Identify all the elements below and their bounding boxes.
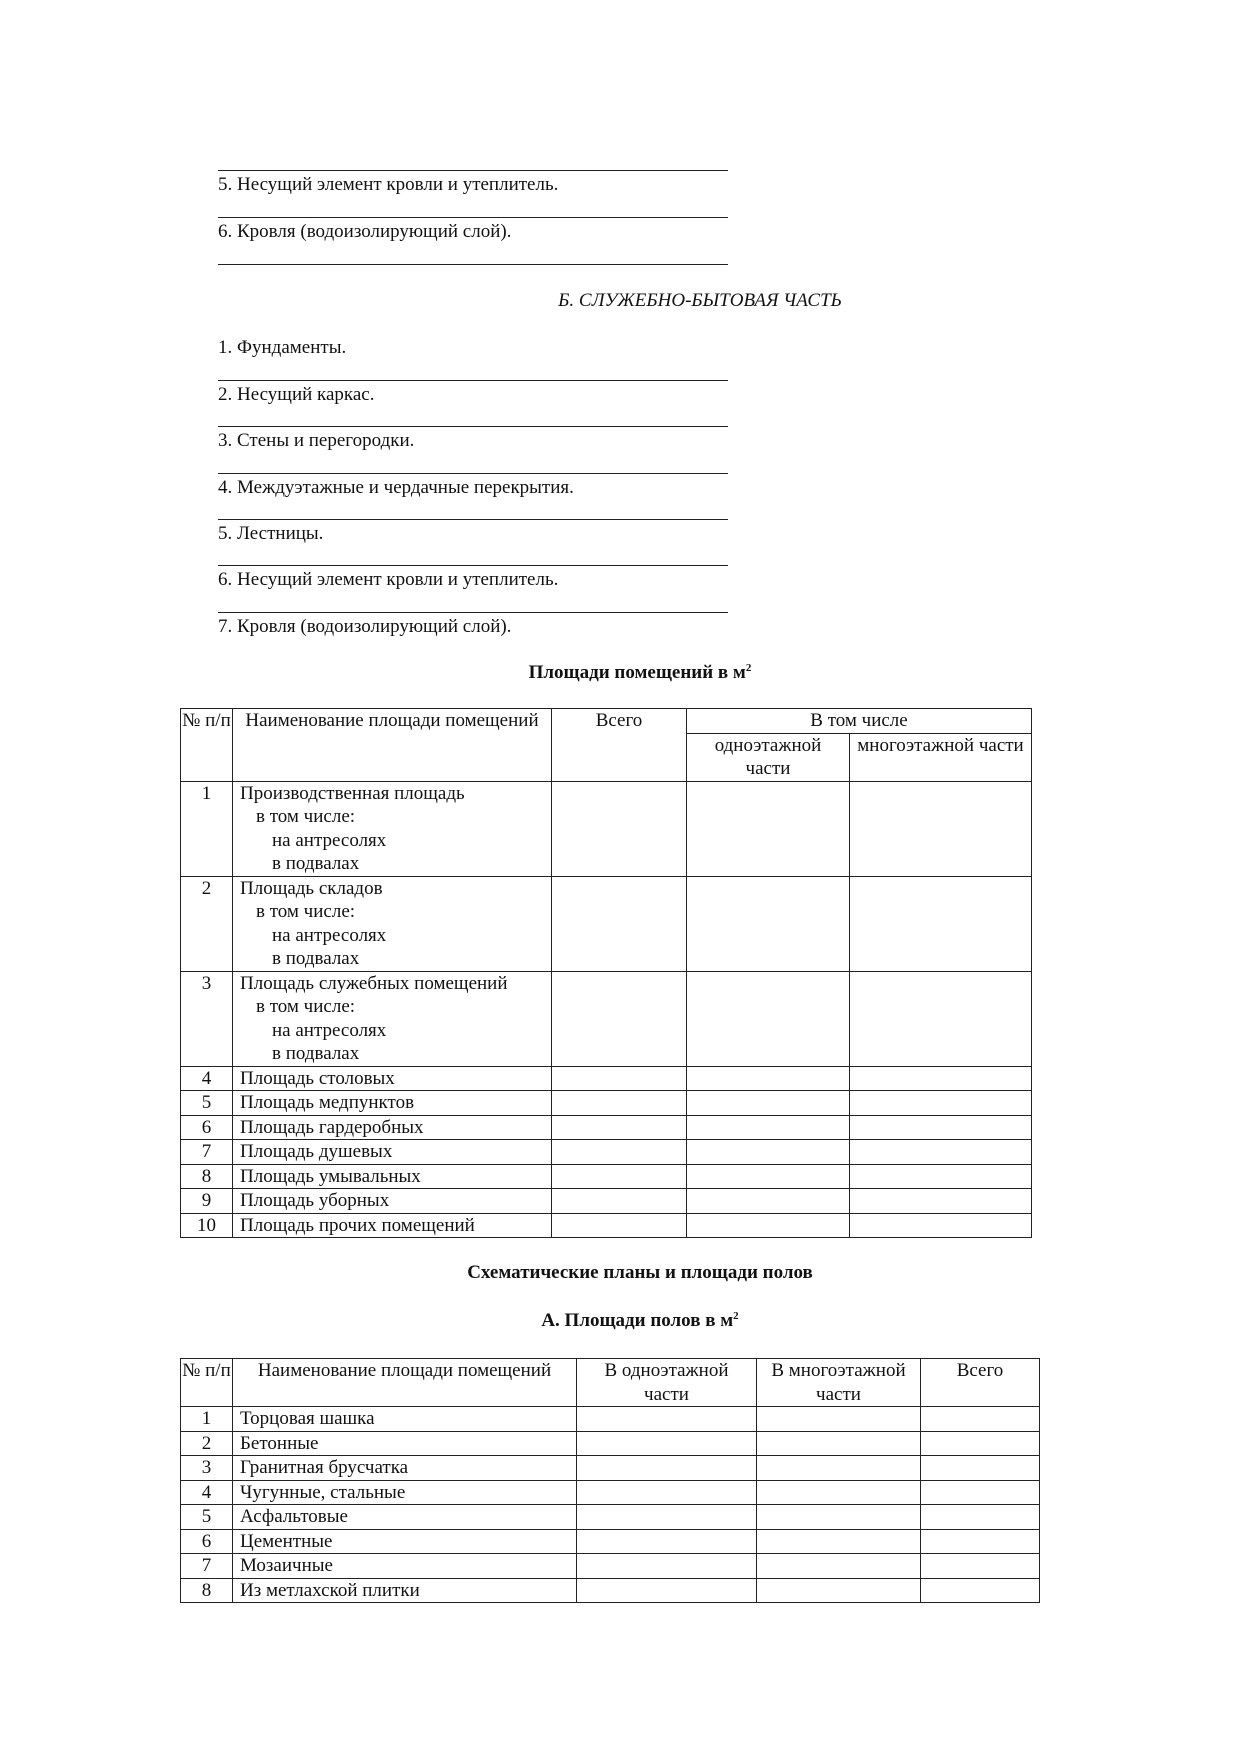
fill-line <box>218 612 728 613</box>
table-row <box>181 1431 1040 1456</box>
row-sub: на антресолях <box>272 829 387 851</box>
cell-empty <box>757 1505 921 1530</box>
table-row <box>181 1164 1032 1189</box>
fill-line <box>218 473 728 474</box>
cell-empty <box>757 1480 921 1505</box>
fill-line <box>218 519 728 520</box>
row-name: Гранитная брусчатка <box>233 1456 577 1481</box>
floors-title-text: А. Площади полов в м <box>541 1310 734 1331</box>
cell-empty <box>577 1431 757 1456</box>
table-row <box>181 876 1032 971</box>
cell-empty <box>687 1189 850 1214</box>
section-b-title: Б. СЛУЖЕБНО-БЫТОВАЯ ЧАСТЬ <box>558 290 842 311</box>
row-num: 5 <box>181 1091 233 1116</box>
row-num: 8 <box>181 1164 233 1189</box>
row-name: Асфальтовые <box>233 1505 577 1530</box>
row-num: 1 <box>181 1407 233 1432</box>
cell-empty <box>921 1578 1040 1603</box>
floors-title-sup: 2 <box>733 1310 739 1322</box>
row-name: Чугунные, стальные <box>233 1480 577 1505</box>
cell-empty <box>687 1164 850 1189</box>
cell-empty <box>850 1213 1032 1238</box>
fill-line <box>218 170 728 171</box>
row-name: Из метлахской плитки <box>233 1578 577 1603</box>
cell-empty <box>552 1115 687 1140</box>
cell-empty <box>687 781 850 876</box>
cell-empty <box>552 781 687 876</box>
cell-empty <box>552 1091 687 1116</box>
row-title: Производственная площадь <box>240 782 465 804</box>
header-single: одноэтажной части <box>687 733 850 781</box>
row-name: Площадь уборных <box>233 1189 552 1214</box>
row-sub: на антресолях <box>272 924 387 946</box>
cell-empty <box>552 971 687 1066</box>
fill-line <box>218 380 728 381</box>
cell-empty <box>921 1529 1040 1554</box>
row-sub: в том числе: <box>256 901 356 922</box>
cell-empty <box>552 1189 687 1214</box>
cell-empty <box>577 1554 757 1579</box>
table-row <box>181 1578 1040 1603</box>
row-num: 8 <box>181 1578 233 1603</box>
row-num: 2 <box>181 876 233 971</box>
row-name <box>233 876 552 971</box>
table-row <box>181 1456 1040 1481</box>
row-name: Площадь умывальных <box>233 1164 552 1189</box>
cell-empty <box>687 1066 850 1091</box>
areas-title-sup: 2 <box>745 662 752 674</box>
areas-table-title <box>0 662 1240 684</box>
table-row <box>181 1529 1040 1554</box>
cell-empty <box>921 1456 1040 1481</box>
header-multi: В многоэтажной части <box>757 1359 921 1407</box>
cell-empty <box>921 1431 1040 1456</box>
header-num: № п/п <box>181 709 233 782</box>
table-row <box>181 1140 1032 1165</box>
list-item: 7. Кровля (водоизолирующий слой). <box>218 616 512 637</box>
cell-empty <box>552 876 687 971</box>
row-name: Цементные <box>233 1529 577 1554</box>
cell-empty <box>850 1140 1032 1165</box>
cell-empty <box>577 1407 757 1432</box>
cell-empty <box>552 1140 687 1165</box>
cell-empty <box>757 1529 921 1554</box>
cell-empty <box>850 1115 1032 1140</box>
cell-empty <box>757 1431 921 1456</box>
header-num: № п/п <box>181 1359 233 1407</box>
row-num: 3 <box>181 1456 233 1481</box>
row-name: Бетонные <box>233 1431 577 1456</box>
row-num: 7 <box>181 1140 233 1165</box>
cell-empty <box>577 1505 757 1530</box>
list-item: 2. Несущий каркас. <box>218 384 375 405</box>
row-num: 7 <box>181 1554 233 1579</box>
table-row <box>181 971 1032 1066</box>
row-sub: в подвалах <box>272 948 360 969</box>
list-item: 4. Междуэтажные и чердачные перекрытия. <box>218 477 574 498</box>
row-sub: на антресолях <box>272 1019 387 1041</box>
table-row <box>181 1066 1032 1091</box>
header-name: Наименование площади помещений <box>233 709 552 782</box>
row-num: 5 <box>181 1505 233 1530</box>
header-name: Наименование площади помещений <box>233 1359 577 1407</box>
cell-empty <box>552 1066 687 1091</box>
table-row <box>181 1115 1032 1140</box>
header-multi: многоэтажной части <box>850 733 1032 781</box>
cell-empty <box>687 1091 850 1116</box>
cell-empty <box>577 1480 757 1505</box>
row-title: Площадь складов <box>240 877 383 899</box>
row-sub: в том числе: <box>256 996 356 1017</box>
table-row <box>181 1407 1040 1432</box>
cell-empty <box>921 1480 1040 1505</box>
areas-title-text: Площади помещений в м <box>528 662 746 683</box>
cell-empty <box>850 1091 1032 1116</box>
row-num: 4 <box>181 1066 233 1091</box>
cell-empty <box>921 1505 1040 1530</box>
cell-empty <box>850 1066 1032 1091</box>
cell-empty <box>850 971 1032 1066</box>
list-item: 6. Кровля (водоизолирующий слой). <box>218 221 512 242</box>
row-num: 9 <box>181 1189 233 1214</box>
header-single: В одноэтажной части <box>577 1359 757 1407</box>
fill-line <box>218 565 728 566</box>
list-item: 3. Стены и перегородки. <box>218 430 415 451</box>
plans-heading: Схематические планы и площади полов <box>467 1262 813 1283</box>
row-num: 1 <box>181 781 233 876</box>
cell-empty <box>850 876 1032 971</box>
list-item: 5. Несущий элемент кровли и утеплитель. <box>218 174 559 195</box>
row-num: 3 <box>181 971 233 1066</box>
row-num: 6 <box>181 1115 233 1140</box>
row-name <box>233 781 552 876</box>
row-name: Площадь гардеробных <box>233 1115 552 1140</box>
cell-empty <box>687 876 850 971</box>
row-name <box>233 971 552 1066</box>
header-including: В том числе <box>687 709 1032 734</box>
row-num: 2 <box>181 1431 233 1456</box>
cell-empty <box>921 1407 1040 1432</box>
row-num: 4 <box>181 1480 233 1505</box>
cell-empty <box>921 1554 1040 1579</box>
row-name: Торцовая шашка <box>233 1407 577 1432</box>
cell-empty <box>757 1578 921 1603</box>
cell-empty <box>687 1140 850 1165</box>
row-sub: в том числе: <box>256 806 356 827</box>
floors-table-title <box>0 1310 1240 1332</box>
cell-empty <box>687 971 850 1066</box>
cell-empty <box>687 1115 850 1140</box>
cell-empty <box>552 1213 687 1238</box>
list-item: 6. Несущий элемент кровли и утеплитель. <box>218 569 559 590</box>
row-sub: в подвалах <box>272 1043 360 1064</box>
cell-empty <box>687 1213 850 1238</box>
areas-table <box>180 708 1032 1238</box>
cell-empty <box>757 1456 921 1481</box>
row-num: 10 <box>181 1213 233 1238</box>
list-item: 5. Лестницы. <box>218 523 324 544</box>
table-row <box>181 1505 1040 1530</box>
row-name: Площадь прочих помещений <box>233 1213 552 1238</box>
row-num: 6 <box>181 1529 233 1554</box>
cell-empty <box>577 1578 757 1603</box>
cell-empty <box>577 1529 757 1554</box>
floors-table <box>180 1358 1040 1603</box>
header-total: Всего <box>921 1359 1040 1407</box>
row-name: Мозаичные <box>233 1554 577 1579</box>
header-total: Всего <box>552 709 687 782</box>
cell-empty <box>757 1407 921 1432</box>
fill-line <box>218 426 728 427</box>
cell-empty <box>850 1164 1032 1189</box>
row-sub: в подвалах <box>272 853 360 874</box>
table-row <box>181 1213 1032 1238</box>
fill-line <box>218 217 728 218</box>
table-row <box>181 781 1032 876</box>
cell-empty <box>850 781 1032 876</box>
table-row <box>181 1480 1040 1505</box>
fill-line <box>218 264 728 265</box>
table-row <box>181 1091 1032 1116</box>
list-item: 1. Фундаменты. <box>218 337 347 358</box>
cell-empty <box>577 1456 757 1481</box>
table-row <box>181 1554 1040 1579</box>
cell-empty <box>757 1554 921 1579</box>
row-name: Площадь столовых <box>233 1066 552 1091</box>
table-row <box>181 1189 1032 1214</box>
row-title: Площадь служебных помещений <box>240 972 508 994</box>
cell-empty <box>552 1164 687 1189</box>
row-name: Площадь медпунктов <box>233 1091 552 1116</box>
cell-empty <box>850 1189 1032 1214</box>
row-name: Площадь душевых <box>233 1140 552 1165</box>
